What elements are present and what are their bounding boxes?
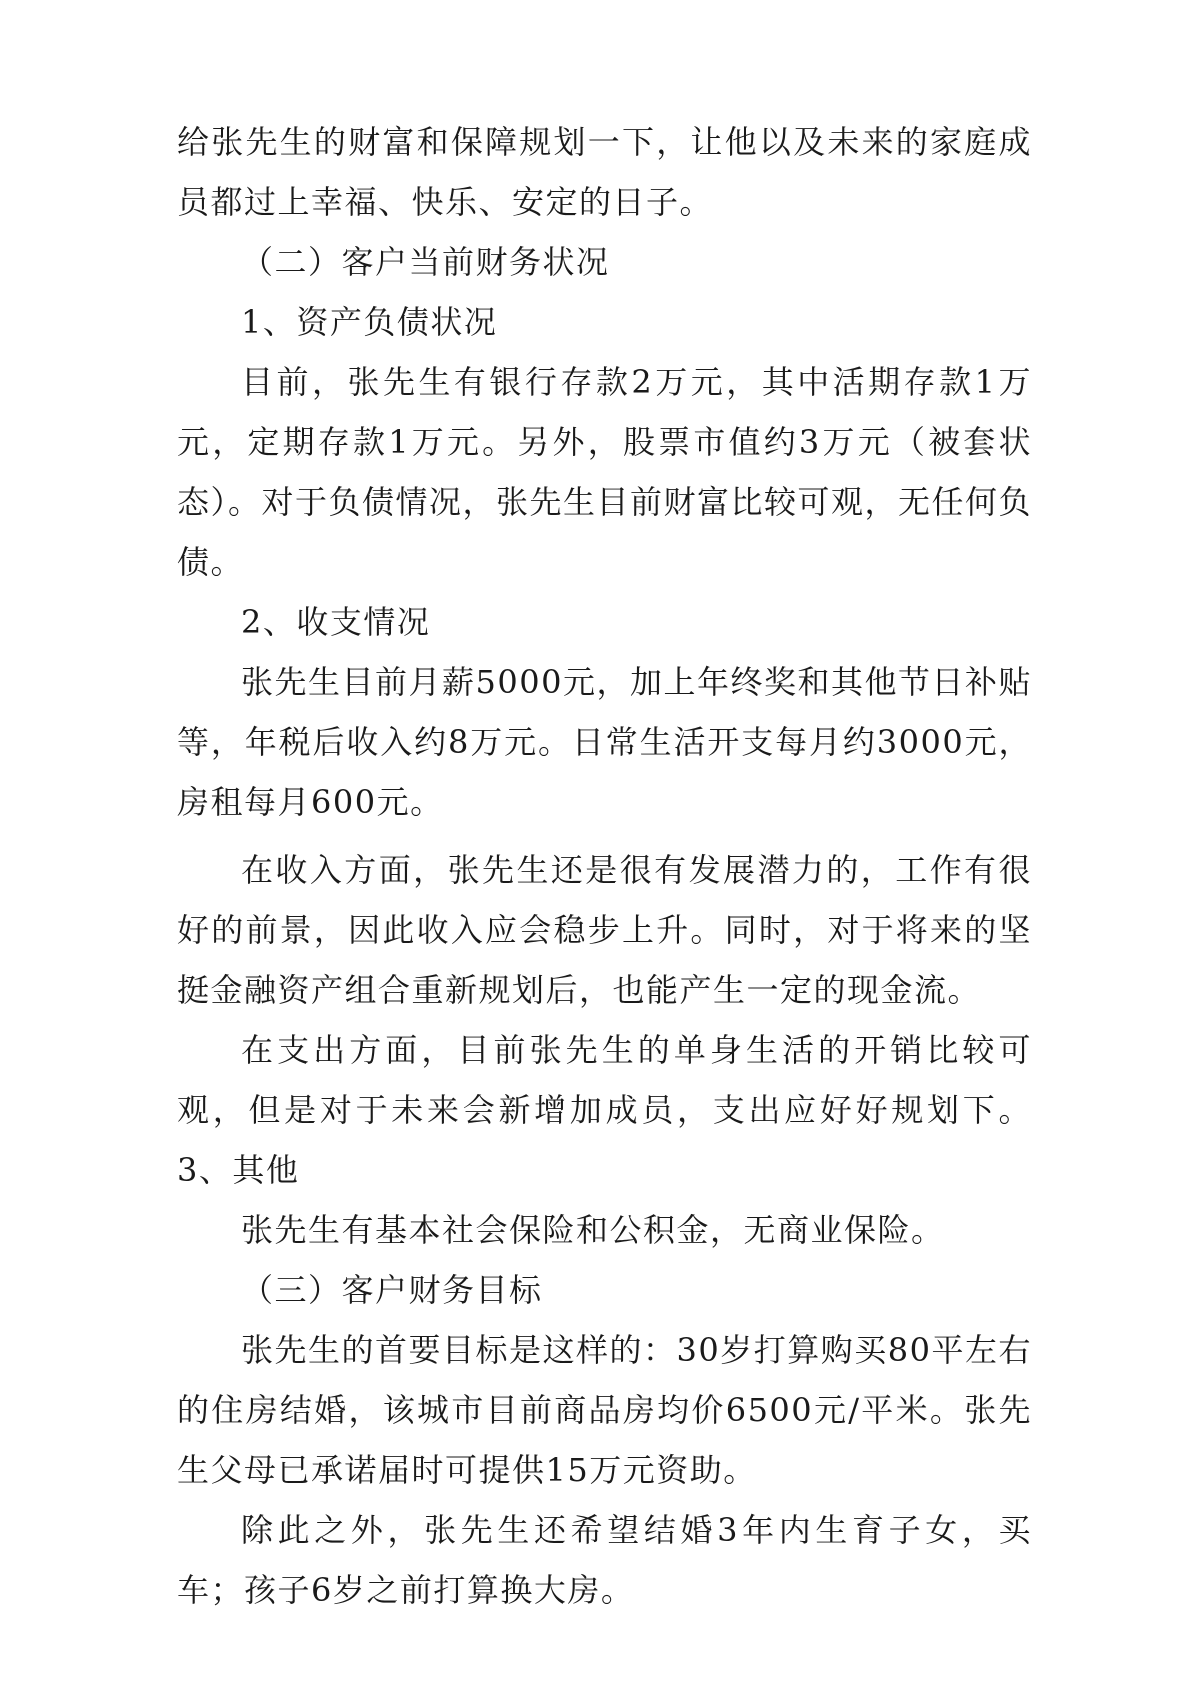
subsection-heading-income-expense: 2、收支情况 <box>241 603 431 641</box>
paragraph-primary-goal: 张先生的首要目标是这样的：30岁打算购买80平左右的住房结婚，该城市目前商品房均价6500元/平米。张先生父母已承诺届时可提供15万元资助。 <box>177 1331 1032 1489</box>
section-heading-financial-goals: （三）客户财务目标 <box>241 1271 543 1309</box>
section-heading-current-finance: （二）客户当前财务状况 <box>241 243 610 281</box>
subsection-heading-assets-liabilities: 1、资产负债状况 <box>241 303 498 341</box>
paragraph-other-goals: 除此之外，张先生还希望结婚3年内生育子女，买车；孩子6岁之前打算换大房。 <box>177 1511 1032 1609</box>
paragraph-assets-liabilities: 目前，张先生有银行存款2万元，其中活期存款1万元，定期存款1万元。另外，股票市值约3万元（被套状态）。对于负债情况，张先生目前财富比较可观，无任何负债。 <box>177 363 1033 581</box>
paragraph-income-expense: 张先生目前月薪5000元，加上年终奖和其他节日补贴等，年税后收入约8万元。日常生活开支每月约3000元，房租每月600元。 <box>177 663 1032 821</box>
paragraph-expense-outlook: 在支出方面，目前张先生的单身生活的开销比较可观，但是对于未来会新增加成员，支出应好好规划下。3、其他 <box>177 1031 1032 1189</box>
paragraph-plan-intro: 给张先生的财富和保障规划一下，让他以及未来的家庭成员都过上幸福、快乐、安定的日子。 <box>177 123 1032 221</box>
paragraph-income-outlook: 在收入方面，张先生还是很有发展潜力的，工作有很好的前景，因此收入应会稳步上升。同时，对于将来的坚挺金融资产组合重新规划后，也能产生一定的现金流。 <box>177 851 1032 1009</box>
document-body <box>177 112 1032 1620</box>
paragraph-insurance: 张先生有基本社会保险和公积金，无商业保险。 <box>241 1211 945 1249</box>
